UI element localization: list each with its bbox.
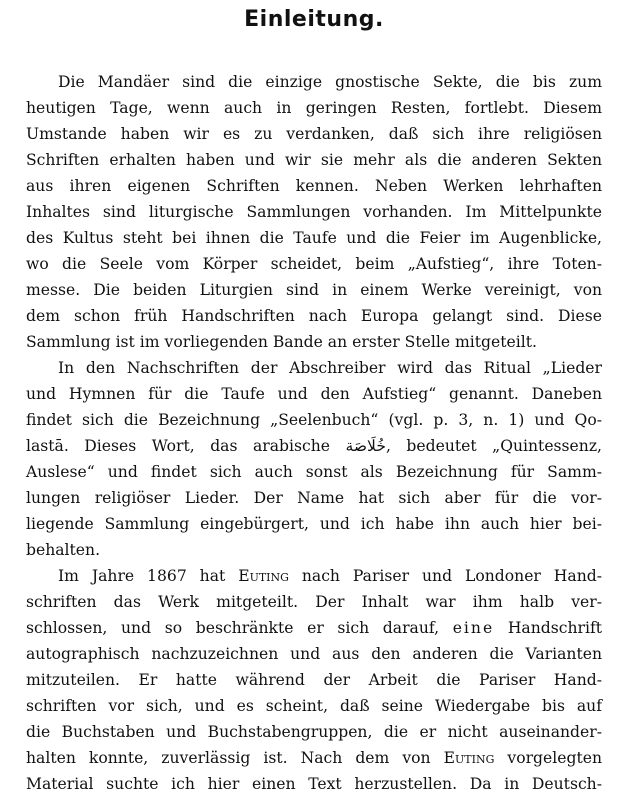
text-line: autographisch nachzuzeichnen und aus den anderen die Varianten — [26, 645, 602, 663]
text-line: Umstande haben wir es zu verdanken, daß sich ihre religiösen — [26, 125, 602, 143]
text-line: Schriften erhalten haben und wir sie mehr als die anderen Sekten — [26, 151, 602, 169]
text-line — [26, 615, 602, 641]
text-line: findet sich die Bezeichnung „Seelenbuch“ (vgl. p. 3, n. 1) und Qo- — [26, 411, 602, 429]
text-line: lungen religiöser Lieder. Der Name hat sich aber für die vor- — [26, 489, 602, 507]
author-name: Euting — [238, 567, 289, 585]
text-line: mitzuteilen. Er hatte während der Arbeit die Pariser Hand- — [26, 671, 602, 689]
text-line: Material suchte ich hier einen Text herzustellen. Da in Deutsch- — [26, 775, 602, 793]
text-line: messe. Die beiden Liturgien sind in einem Werke vereinigt, von — [26, 281, 602, 299]
text-line: schriften das Werk mitgeteilt. Der Inhalt war ihm halb ver- — [26, 593, 602, 611]
text-line: Inhaltes sind liturgische Sammlungen vorhanden. Im Mittelpunkte — [26, 203, 602, 221]
text-line: Die Mandäer sind die einzige gnostische Sekte, die bis zum — [58, 73, 602, 91]
text-line: liegende Sammlung eingebürgert, und ich habe ihn auch hier bei- — [26, 515, 602, 533]
text-line: wo die Seele vom Körper scheidet, beim „Aufstieg“, ihre Toten- — [26, 255, 602, 273]
text-line — [58, 563, 602, 589]
text-line: dem schon früh Handschriften nach Europa gelangt sind. Diese — [26, 307, 602, 325]
author-name: Euting — [443, 749, 495, 767]
text-line — [26, 745, 602, 771]
text-line: die Buchstaben und Buchstabengruppen, die er nicht auseinander- — [26, 723, 602, 741]
text-line: heutigen Tage, wenn auch in geringen Resten, fortlebt. Diesem — [26, 99, 602, 117]
emphasized-word: eine — [452, 619, 495, 637]
text-segment: , bedeutet „Quintessenz, — [386, 437, 602, 455]
text-line: Sammlung ist im vorliegenden Bande an erster Stelle mitgeteilt. — [26, 333, 537, 351]
text-segment: lastā. Dieses Wort, das arabische — [26, 437, 346, 455]
text-segment: schlossen, und so beschränkte er sich darauf, — [26, 619, 453, 637]
text-segment: Im Jahre 1867 hat — [58, 567, 239, 585]
text-segment: halten konnte, zuverlässig ist. Nach dem von — [26, 749, 444, 767]
text-segment: nach Pariser und Londoner Hand- — [288, 567, 602, 585]
text-line: aus ihren eigenen Schriften kennen. Neben Werken lehrhaften — [26, 177, 602, 195]
text-line: In den Nachschriften der Abschreiber wird das Ritual „Lieder — [58, 359, 602, 377]
page-title: Einleitung. — [244, 7, 384, 32]
text-line: des Kultus steht bei ihnen die Taufe und die Feier im Augenblicke, — [26, 229, 602, 247]
text-line: Auslese“ und findet sich auch sonst als Bezeichnung für Samm- — [26, 463, 602, 481]
text-segment: Handschrift — [494, 619, 602, 637]
arabic-word: خُلَاصَة — [345, 437, 386, 455]
text-line: schriften vor sich, und es scheint, daß seine Wiedergabe bis auf — [26, 697, 602, 715]
text-line — [26, 433, 602, 459]
text-line: behalten. — [26, 541, 101, 559]
text-segment: vorgelegten — [494, 749, 602, 767]
text-line: und Hymnen für die Taufe und den Aufstieg“ genannt. Daneben — [26, 385, 602, 403]
